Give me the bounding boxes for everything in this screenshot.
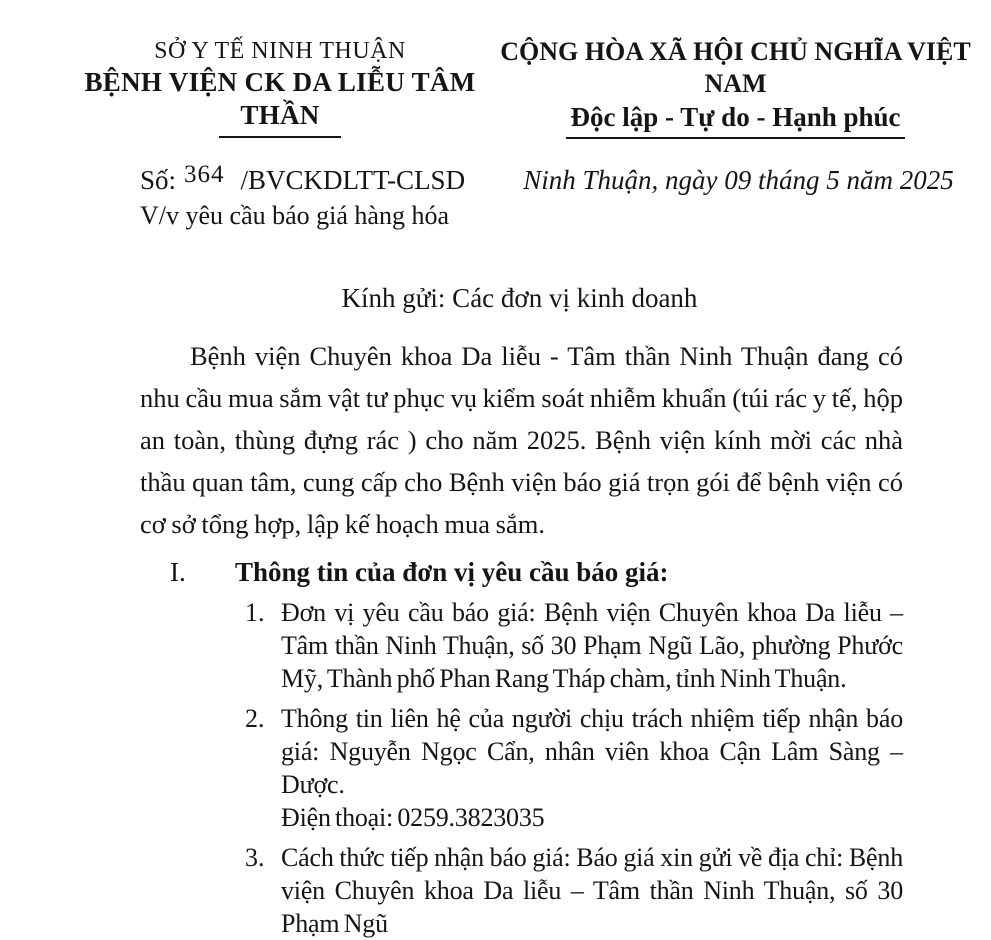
document-number-line — [140, 163, 500, 199]
national-motto: Độc lập - Tự do - Hạnh phúc — [566, 101, 904, 139]
org-underline-rule — [219, 136, 341, 138]
list-item — [245, 596, 903, 695]
place-date-line: Ninh Thuận, ngày 09 tháng 5 năm 2025 — [523, 165, 954, 195]
national-header-block — [480, 36, 991, 139]
list-item — [245, 841, 903, 940]
section-1-list — [245, 596, 903, 940]
document-header — [0, 36, 991, 139]
list-item-text: Cách thức tiếp nhận báo giá: Báo giá xin gửi về địa chỉ: Bệnh viện Chuyên khoa Da liễu – Tâm thần Ninh Thuận, số 30 Phạm Ngũ — [281, 843, 903, 938]
national-title: CỘNG HÒA XÃ HỘI CHỦ NGHĨA VIỆT NAM — [500, 37, 971, 98]
issuing-org-block — [80, 36, 480, 139]
document-subject: V/v yêu cầu báo giá hàng hóa — [140, 201, 450, 230]
section-title: Thông tin của đơn vị yêu cầu báo giá: — [235, 557, 669, 587]
contact-info: Thông tin liên hệ của người chịu trách nhiệm tiếp nhận báo giá: Nguyễn Ngọc Cẩn, nhân viên khoa Cận Lâm Sàng – Dược. — [281, 704, 903, 799]
list-item-number: 2. — [245, 704, 265, 733]
national-motto-line — [480, 101, 991, 139]
place-date-block — [500, 163, 991, 232]
list-item-number: 3. — [245, 843, 265, 872]
list-item — [245, 702, 903, 834]
parent-org-name: SỞ Y TẾ NINH THUẬN — [154, 38, 406, 64]
number-prefix: Số: — [140, 165, 177, 195]
number-suffix: /BVCKDLTT-CLSD — [240, 165, 466, 195]
section-1-heading — [170, 553, 903, 591]
meta-row — [0, 163, 991, 232]
list-item-text — [281, 702, 903, 834]
org-name: BỆNH VIỆN CK DA LIỄU TÂM THẦN — [84, 67, 476, 130]
document-number: 364 — [184, 161, 225, 188]
section-numeral: I. — [170, 557, 186, 587]
document-body — [140, 335, 903, 940]
document-number-block — [140, 163, 500, 232]
list-item-number: 1. — [245, 598, 265, 627]
phone-line: Điện thoại: 0259.3823035 — [281, 803, 545, 832]
intro-paragraph: Bệnh viện Chuyên khoa Da liễu - Tâm thần Ninh Thuận đang có nhu cầu mua sắm vật tư phục vụ kiểm soát nhiễm khuẩn (túi rác y tế, hộp an toàn, thùng đựng rác ) cho năm 2025. Bệnh viện kính mời các nhà thầu quan tâm, cung cấp cho Bệnh viện báo giá trọn gói để bệnh viện có cơ sở tổng hợp, lập kế hoạch mua sắm. — [140, 341, 903, 539]
salutation: Kính gửi: Các đơn vị kinh doanh — [341, 283, 698, 313]
list-item-text: Đơn vị yêu cầu báo giá: Bệnh viện Chuyên khoa Da liễu – Tâm thần Ninh Thuận, số 30 Phạm Ngũ Lão, phường Phước Mỹ, Thành phố Phan Rang Tháp chàm, tỉnh Ninh Thuận. — [281, 598, 903, 693]
